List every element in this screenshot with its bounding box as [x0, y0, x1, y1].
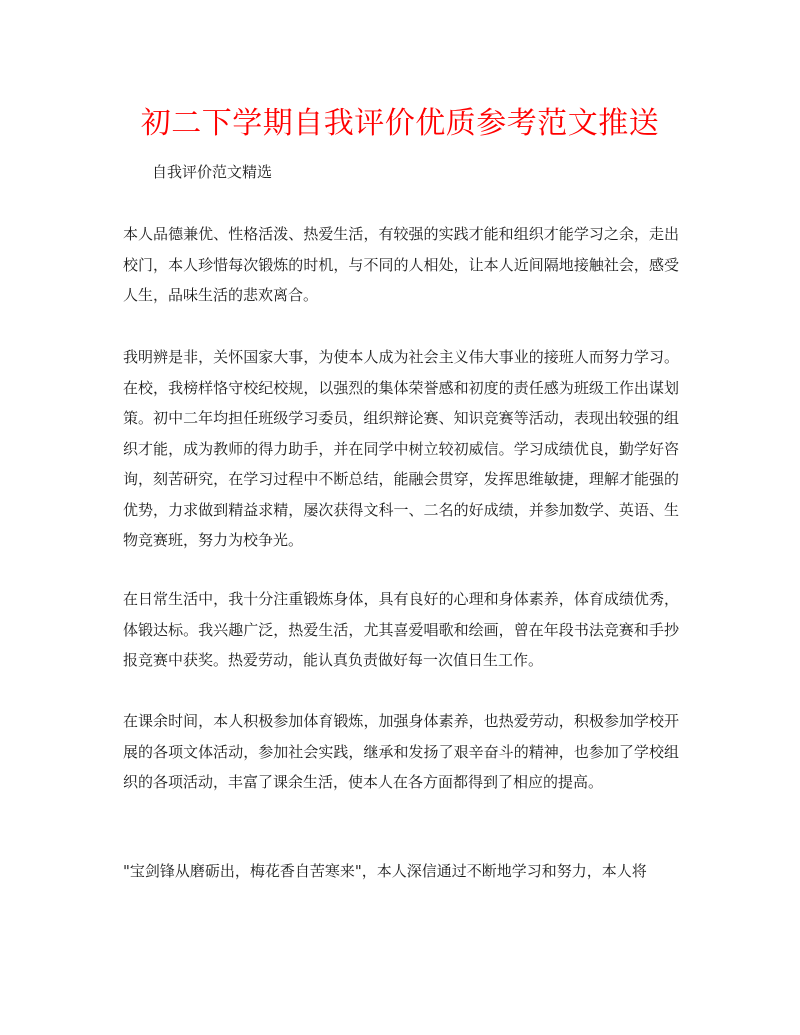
paragraph-4: 在课余时间，本人积极参加体育锻炼，加强身体素养，也热爱劳动，积极参加学校开展的各项文体活动，参加社会实践，继承和发扬了艰辛奋斗的精神，也参加了学校组织的各项活动，丰富了课余生活，使本人在各方面都得到了相应的提高。 — [123, 712, 679, 791]
document-title: 初二下学期自我评价优质参考范文推送 — [140, 106, 660, 141]
paragraph-3: 在日常生活中，我十分注重锻炼身体，具有良好的心理和身体素养，体育成绩优秀，体锻达标。我兴趣广泛，热爱生活，尤其喜爱唱歌和绘画，曾在年段书法竞赛和手抄报竞赛中获奖。热爱劳动，能认真负责做好每一次值日生工作。 — [123, 590, 679, 669]
paragraph-2: 我明辨是非，关怀国家大事，为使本人成为社会主义伟大事业的接班人而努力学习。在校，我榜样恪守校纪校规，以强烈的集体荣誉感和初度的责任感为班级工作出谋划策。初中二年均担任班级学习委员，组织辩论赛、知识竞赛等活动，表现出较强的组织才能，成为教师的得力助手，并在同学中树立较初威信。学习成绩优良，勤学好咨询，刻苦研究，在学习过程中不断总结，能融会贯穿，发挥思维敏捷，理解才能强的优势，力求做到精益求精，屡次获得文科一、二名的好成绩，并参加数学、英语、生物竞赛班，努力为校争光。 — [123, 348, 679, 549]
paragraph-5: "宝剑锋从磨砺出，梅花香自苦寒来"，本人深信通过不断地学习和努力，本人将 — [123, 862, 647, 880]
paragraph-1: 本人品德兼优、性格活泼、热爱生活，有较强的实践才能和组织才能学习之余，走出校门，本人珍惜每次锻炼的时机，与不同的人相处，让本人近间隔地接触社会，感受人生，品味生活的悲欢离合。 — [123, 225, 679, 304]
document-subtitle: 自我评价范文精选 — [152, 163, 273, 181]
